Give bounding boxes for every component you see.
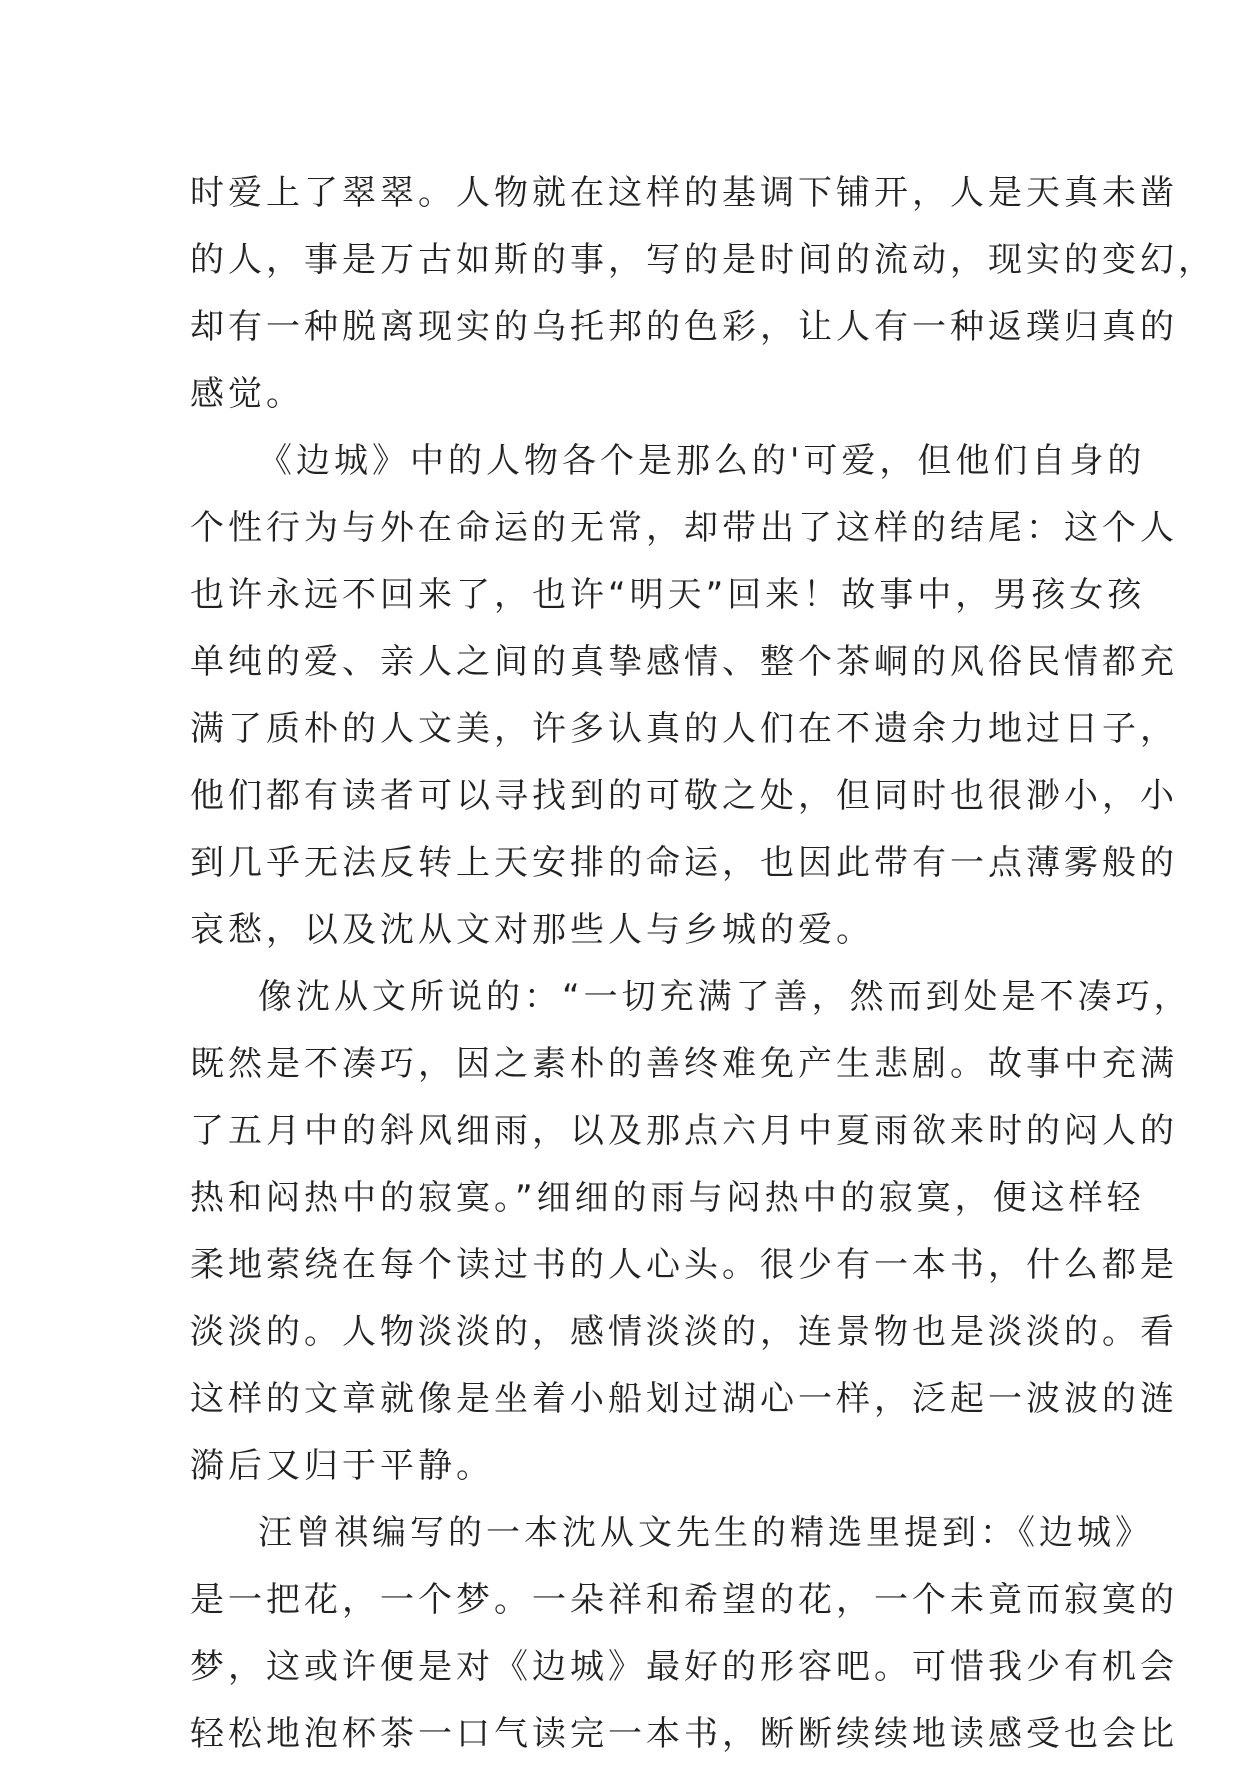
text-line: 的人，事是万古如斯的事，写的是时间的流动，现实的变幻， xyxy=(190,240,1216,280)
text-line: 这样的文章就像是坐着小船划过湖心一样，泛起一波波的涟 xyxy=(190,1379,1178,1419)
text-line: 到几乎无法反转上天安排的命运，也因此带有一点薄雾般的 xyxy=(190,843,1178,883)
text-line: 漪后又归于平静。 xyxy=(190,1446,494,1486)
text-line: 却有一种脱离现实的乌托邦的色彩，让人有一种返璞归真的 xyxy=(190,307,1178,347)
text-line: 是一把花，一个梦。一朵祥和希望的花，一个未竟而寂寞的 xyxy=(190,1580,1178,1620)
paragraph-first-line: 像沈从文所说的：“一切充满了善，然而到处是不凑巧， xyxy=(258,977,1192,1017)
text-line: 单纯的爱、亲人之间的真挚感情、整个茶峒的风俗民情都充 xyxy=(190,642,1178,682)
text-line: 轻松地泡杯茶一口气读完一本书，断断续续地读感受也会比 xyxy=(190,1714,1178,1754)
text-line: 热和闷热中的寂寞。”细细的雨与闷热中的寂寞，便这样轻 xyxy=(190,1178,1145,1218)
text-line: 淡淡的。人物淡淡的，感情淡淡的，连景物也是淡淡的。看 xyxy=(190,1312,1178,1352)
text-line: 他们都有读者可以寻找到的可敬之处，但同时也很渺小，小 xyxy=(190,776,1178,816)
text-line: 柔地萦绕在每个读过书的人心头。很少有一本书，什么都是 xyxy=(190,1245,1178,1285)
text-line: 既然是不凑巧，因之素朴的善终难免产生悲剧。故事中充满 xyxy=(190,1044,1178,1084)
text-line: 梦，这或许便是对《边城》最好的形容吧。可惜我少有机会 xyxy=(190,1647,1178,1687)
text-line: 了五月中的斜风细雨，以及那点六月中夏雨欲来时的闷人的 xyxy=(190,1111,1178,1151)
text-line: 满了质朴的人文美，许多认真的人们在不遗余力地过日子， xyxy=(190,709,1178,749)
body-text xyxy=(190,160,1216,1768)
text-line: 也许永远不回来了，也许“明天”回来！故事中，男孩女孩 xyxy=(190,575,1146,615)
text-line: 感觉。 xyxy=(190,374,304,414)
text-line: 时爱上了翠翠。人物就在这样的基调下铺开，人是天真未凿 xyxy=(190,173,1178,213)
paragraph-first-line: 汪曾祺编写的一本沈从文先生的精选里提到：《边城》 xyxy=(258,1513,1153,1553)
text-line: 个性行为与外在命运的无常，却带出了这样的结尾：这个人 xyxy=(190,508,1178,548)
text-line: 哀愁，以及沈从文对那些人与乡城的爱。 xyxy=(190,910,874,950)
paragraph-first-line: 《边城》中的人物各个是那么的'可爱，但他们自身的 xyxy=(258,441,1146,481)
